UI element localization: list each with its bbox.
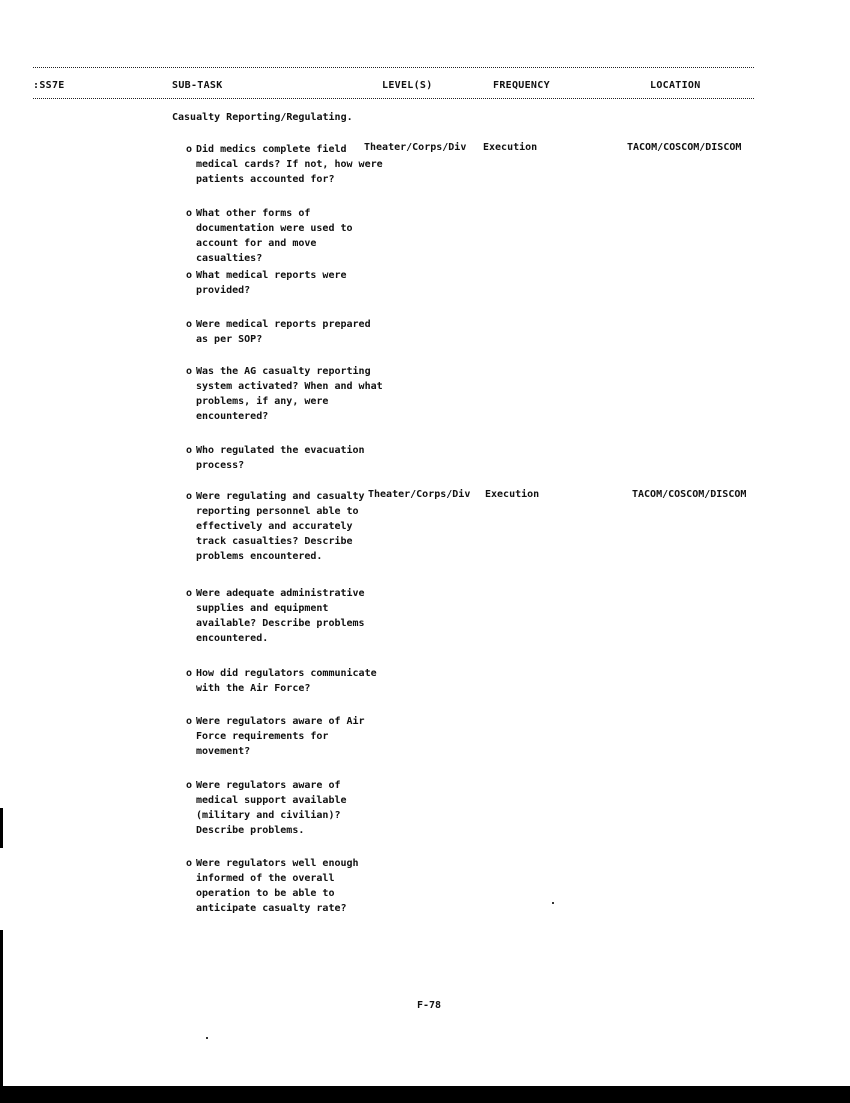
question-text: Were medical reports prepared as per SOP? — [196, 319, 371, 345]
question-text: Were regulators aware of medical support available (military and civilian)? Describe problems. — [196, 780, 347, 836]
question-item — [186, 142, 386, 187]
question-text: What medical reports were provided? — [196, 270, 347, 296]
scan-speck — [552, 902, 554, 904]
question-text: What other forms of documentation were used to account for and move casualties? — [196, 208, 353, 264]
question-item — [186, 856, 386, 916]
header-subtask: SUB-TASK — [172, 80, 223, 91]
bullet: o — [186, 144, 193, 155]
question-item — [186, 489, 386, 564]
bullet: o — [186, 588, 193, 599]
bullet: o — [186, 270, 193, 281]
bullet: o — [186, 780, 193, 791]
header-location: LOCATION — [650, 80, 701, 91]
level-value: Theater/Corps/Div — [368, 489, 471, 500]
bullet: o — [186, 858, 193, 869]
question-text: Did medics complete field medical cards? If not, how were patients accounted for? — [196, 144, 383, 185]
bullet: o — [186, 319, 193, 330]
bullet: o — [186, 208, 193, 219]
question-item — [186, 666, 386, 696]
question-text: Were regulating and casualty reporting personnel able to effectively and accurately track casualties? Describe problems encountered. — [196, 491, 365, 562]
question-item — [186, 206, 386, 266]
bullet: o — [186, 491, 193, 502]
header-top-rule — [33, 67, 754, 68]
question-text: Who regulated the evacuation process? — [196, 445, 365, 471]
scan-edge-mark — [0, 930, 3, 1090]
section-title: Casualty Reporting/Regulating. — [172, 112, 353, 123]
question-text: How did regulators communicate with the Air Force? — [196, 668, 377, 694]
question-item — [186, 778, 386, 838]
page-number: F-78 — [417, 1000, 442, 1011]
scan-speck — [206, 1037, 208, 1039]
level-value: Theater/Corps/Div — [364, 142, 467, 153]
question-item — [186, 317, 386, 347]
scan-edge-mark — [0, 808, 3, 848]
question-text: Was the AG casualty reporting system activated? When and what problems, if any, were encountered? — [196, 366, 383, 422]
question-text: Were regulators well enough informed of the overall operation to be able to anticipate casualty rate? — [196, 858, 359, 914]
header-frequency: FREQUENCY — [493, 80, 550, 91]
question-item — [186, 443, 386, 473]
bullet: o — [186, 445, 193, 456]
question-item — [186, 268, 386, 298]
header-levels: LEVEL(S) — [382, 80, 433, 91]
question-text: Were adequate administrative supplies and equipment available? Describe problems encountered. — [196, 588, 365, 644]
location-value: TACOM/COSCOM/DISCOM — [627, 142, 742, 153]
question-item — [186, 364, 386, 424]
bullet: o — [186, 366, 193, 377]
header-issue: :SS7E — [33, 80, 65, 91]
location-value: TACOM/COSCOM/DISCOM — [632, 489, 747, 500]
bullet: o — [186, 716, 193, 727]
scan-bottom-bar — [0, 1086, 850, 1103]
frequency-value: Execution — [483, 142, 538, 153]
header-bottom-rule — [33, 98, 754, 99]
bullet: o — [186, 668, 193, 679]
question-item — [186, 714, 386, 759]
frequency-value: Execution — [485, 489, 540, 500]
question-text: Were regulators aware of Air Force requirements for movement? — [196, 716, 365, 757]
question-item — [186, 586, 386, 646]
